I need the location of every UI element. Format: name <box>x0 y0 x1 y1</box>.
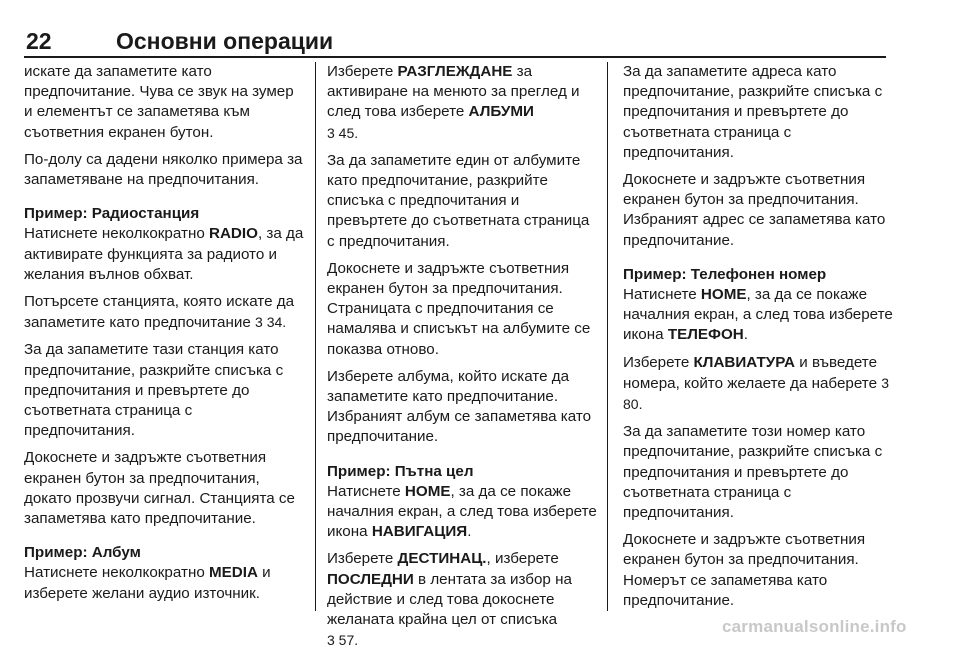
paragraph: Потърсете станцията, която искате да запаметите като предпочитание 3 34. <box>24 293 295 332</box>
paragraph: Изберете ДЕСТИНАЦ., изберете ПОСЛЕДНИ в лентата за избор на действие и след това докоснете желаната крайна цел от списъка 3 57. <box>327 550 572 649</box>
example-heading: Пример: Телефонен номер <box>623 265 827 283</box>
paragraph: Изберете КЛАВИАТУРА и въведете номера, който желаете да наберете 3 80. <box>623 353 890 413</box>
column-divider <box>315 62 316 611</box>
paragraph: Докоснете и задръжте съответния екранен бутон за предпочитания. Страницата с предпочитания се намалява и списъкът на албумите се показва отново. <box>327 259 591 358</box>
paragraph: За да запаметите тази станция като предпочитание, разкрийте списъка с предпочитания и превъртете до съответната страница с предпочитания. <box>24 341 284 440</box>
page-reference: 3 80. <box>623 374 890 413</box>
paragraph: искате да запаметите като предпочитание. Чува се звук на зумер и елементът се запаметява към съответния екранен бутон. <box>24 63 294 141</box>
paragraph: Докоснете и задръжте съответния екранен бутон за предпочитания. Избраният адрес се запаметява като предпочитание. <box>623 171 886 249</box>
page-reference: 3 45. <box>327 124 359 141</box>
column-1 <box>24 62 306 611</box>
button-name-radio: RADIO <box>209 225 258 243</box>
header-rule <box>24 56 886 58</box>
paragraph: Натиснете HOME, за да се покаже началния екран, а след това изберете икона ТЕЛЕФОН. <box>623 286 893 344</box>
watermark: carmanualsonline.info <box>722 617 907 636</box>
example-heading: Пример: Албум <box>24 544 141 562</box>
column-divider <box>607 62 608 611</box>
paragraph: Натиснете неколкократно RADIO, за да активирате функцията за радиото и желания вълнов обхват. <box>24 225 304 283</box>
paragraph: Натиснете неколкократно MEDIA и изберете желани аудио източник. <box>24 564 271 602</box>
page-header <box>24 28 886 54</box>
paragraph: Изберете РАЗГЛЕЖДАНЕ за активиране на менюто за преглед и след това изберете АЛБУМИ 3 45. <box>327 63 580 141</box>
button-name-media: MEDIA <box>209 564 258 582</box>
page-reference: 3 34. <box>255 314 287 331</box>
section-title: Основни операции <box>116 28 334 54</box>
paragraph: Докоснете и задръжте съответния екранен бутон за предпочитания, докато прозвучи сигнал. Станцията се запаметява като предпочитание. <box>24 449 295 528</box>
page-number: 22 <box>26 28 52 54</box>
page-reference: 3 57. <box>327 632 359 649</box>
column-3 <box>623 62 893 618</box>
paragraph: За да запаметите адреса като предпочитание, разкрийте списъка с предпочитания и превъртете до съответната страница с предпочитания. <box>623 63 883 161</box>
paragraph: Изберете албума, който искате да запаметите като предпочитание. Избраният албум се запаметява като предпочитание. <box>327 367 592 446</box>
paragraph: За да запаметите един от албумите като предпочитание, разкрийте списъка с предпочитания и превъртете до съответната страница с предпочитания. <box>327 151 590 250</box>
paragraph: За да запаметите този номер като предпочитание, разкрийте списъка с предпочитания и превъртете до съответната страница с предпочитания. <box>623 423 883 522</box>
paragraph: По-долу са дадени няколко примера за запаметяване на предпочитания. <box>24 150 303 189</box>
example-heading: Пример: Радиостанция <box>24 205 200 223</box>
paragraph: Докоснете и задръжте съответния екранен бутон за предпочитания. Номерът се запаметява като предпочитание. <box>623 531 866 609</box>
example-heading: Пример: Пътна цел <box>327 462 474 480</box>
paragraph: Натиснете HOME, за да се покаже началния екран, а след това изберете икона НАВИГАЦИЯ. <box>327 482 597 541</box>
column-2 <box>327 62 601 658</box>
